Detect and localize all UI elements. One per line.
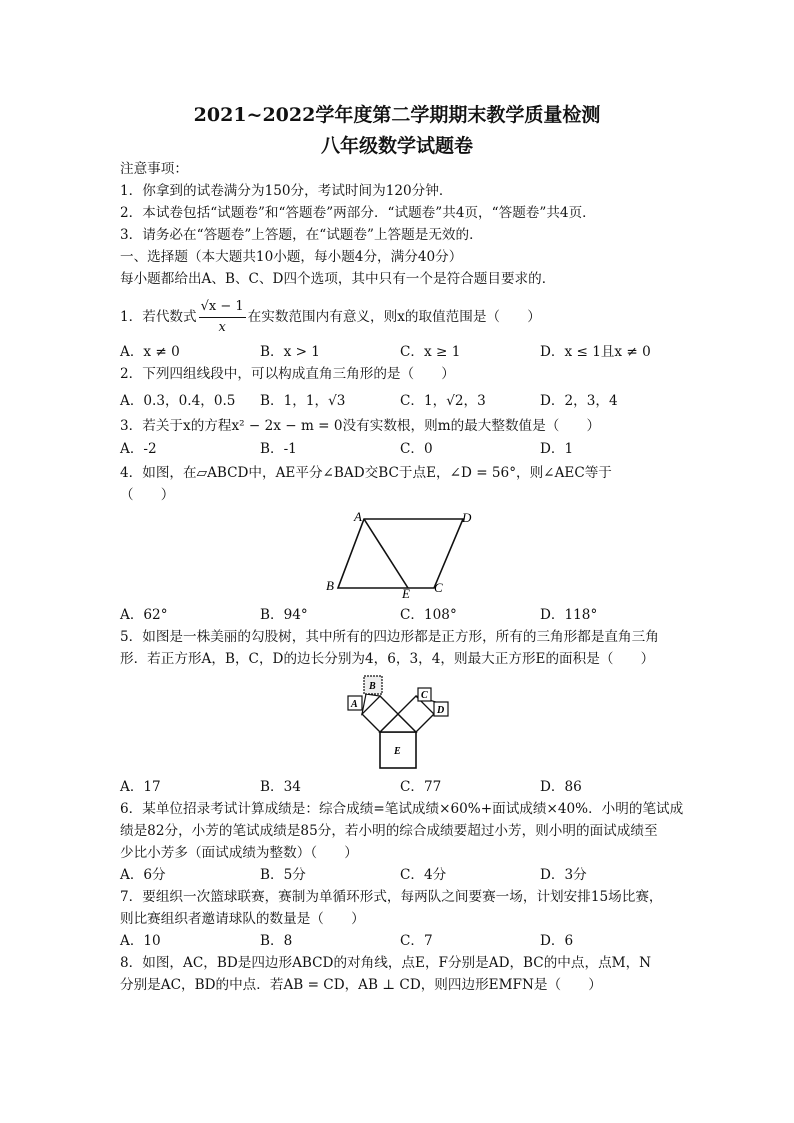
label-sq-d: D xyxy=(437,705,445,716)
label-b: B xyxy=(326,578,334,593)
question-4-cont: （ ） xyxy=(120,487,175,503)
label-sq-c: C xyxy=(421,690,428,701)
label-e: E xyxy=(402,586,410,600)
q1-post: 在实数范围内有意义，则x的取值范围是（ ） xyxy=(247,309,541,325)
q6-option-d[interactable]: D．3分 xyxy=(540,867,587,883)
q2-option-a[interactable]: A．0.3，0.4，0.5 xyxy=(120,393,236,409)
q1-pre: 1．若代数式 xyxy=(120,309,197,325)
q7-option-d[interactable]: D．6 xyxy=(540,933,574,949)
q1-option-d[interactable]: D．x ≤ 1且x ≠ 0 xyxy=(540,344,651,360)
q1-fraction xyxy=(199,297,246,338)
q1-option-c[interactable]: C．x ≥ 1 xyxy=(400,344,461,360)
notes-heading: 注意事项： xyxy=(120,161,188,177)
question-8-line: 8．如图，AC，BD是四边形ABCD的对角线，点E，F分别是AD，BC的中点，点M，N xyxy=(120,955,652,971)
label-c: C xyxy=(434,580,443,595)
q2-option-b[interactable]: B．1，1，√3 xyxy=(260,393,346,409)
q7-option-b[interactable]: B．8 xyxy=(260,933,293,949)
section-desc: 每小题都给出A、B、C、D四个选项，其中只有一个是符合题目要求的． xyxy=(120,271,556,287)
question-8-line: 分别是AC，BD的中点．若AB = CD，AB ⊥ CD，则四边形EMFN是（ ） xyxy=(120,977,602,993)
q4-option-d[interactable]: D．118° xyxy=(540,607,598,623)
label-sq-e: E xyxy=(394,746,401,757)
q2-option-d[interactable]: D．2，3，4 xyxy=(540,393,618,409)
label-sq-a: A xyxy=(351,699,358,710)
label-a: A xyxy=(354,509,362,524)
q1-option-b[interactable]: B．x > 1 xyxy=(260,344,320,360)
q1-option-a[interactable]: A．x ≠ 0 xyxy=(120,344,180,360)
question-3: 3．若关于x的方程x² − 2x − m = 0没有实数根，则m的最大整数值是（ ） xyxy=(120,418,601,434)
question-1 xyxy=(120,297,541,338)
q4-option-a[interactable]: A．62° xyxy=(120,607,168,623)
q4-option-c[interactable]: C．108° xyxy=(400,607,457,623)
question-6-line: 绩是82分，小芳的笔试成绩是85分，若小明的综合成绩要超过小芳，则小明的面试成绩至 xyxy=(120,823,658,839)
question-5: 5．如图是一株美丽的勾股树，其中所有的四边形都是正方形，所有的三角形都是直角三角 xyxy=(120,629,659,645)
section-title: 一、选择题（本大题共10小题，每小题4分，满分40分） xyxy=(120,249,463,265)
q1-fraction-num: √x − 1 xyxy=(199,297,246,318)
question-2: 2．下列四组线段中，可以构成直角三角形的是（ ） xyxy=(120,366,455,382)
q5-option-d[interactable]: D．86 xyxy=(540,779,582,795)
segment-ae xyxy=(364,519,408,588)
q5-option-c[interactable]: C．77 xyxy=(400,779,442,795)
exam-title: 2021~2022学年度第二学期期末教学质量检测 xyxy=(193,104,601,126)
question-6-line: 6．某单位招录考试计算成绩是：综合成绩=笔试成绩×60%+面试成绩×40%．小明的笔试成 xyxy=(120,801,684,817)
q7-option-c[interactable]: C．7 xyxy=(400,933,433,949)
q3-option-c[interactable]: C．0 xyxy=(400,441,433,457)
parallelogram-figure xyxy=(320,508,480,600)
note-item: 3．请务必在“答题卷”上答题，在“试题卷”上答题是无效的． xyxy=(120,227,483,243)
label-d: D xyxy=(462,510,472,525)
q5-option-b[interactable]: B．34 xyxy=(260,779,301,795)
q5-option-a[interactable]: A．17 xyxy=(120,779,161,795)
label-sq-b: B xyxy=(369,681,376,692)
question-6-line: 少比小芳多（面试成绩为整数）（ ） xyxy=(120,845,358,861)
question-5-cont: 形．若正方形A，B，C，D的边长分别为4，6，3，4，则最大正方形E的面积是（ ） xyxy=(120,651,655,667)
pythagoras-tree-figure xyxy=(340,672,456,772)
q6-option-a[interactable]: A．6分 xyxy=(120,867,166,883)
question-4: 4．如图，在▱ABCD中，AE平分∠BAD交BC于点E，∠D = 56°，则∠AEC等于 xyxy=(120,465,612,481)
q6-option-c[interactable]: C．4分 xyxy=(400,867,447,883)
note-item: 1．你拿到的试卷满分为150分，考试时间为120分钟． xyxy=(120,183,453,199)
q3-option-a[interactable]: A．-2 xyxy=(120,441,157,457)
question-7-line: 则比赛组织者邀请球队的数量是（ ） xyxy=(120,911,365,927)
q3-option-d[interactable]: D．1 xyxy=(540,441,574,457)
question-7-line: 7．要组织一次篮球联赛，赛制为单循环形式，每两队之间要赛一场，计划安排15场比赛， xyxy=(120,889,663,905)
exam-subtitle: 八年级数学试题卷 xyxy=(320,135,473,157)
note-item: 2．本试卷包括“试题卷”和“答题卷”两部分．“试题卷”共4页，“答题卷”共4页． xyxy=(120,205,596,221)
q2-option-c[interactable]: C．1，√2，3 xyxy=(400,393,486,409)
q3-option-b[interactable]: B．-1 xyxy=(260,441,297,457)
q1-fraction-den: x xyxy=(218,320,226,335)
q7-option-a[interactable]: A．10 xyxy=(120,933,161,949)
q6-option-b[interactable]: B．5分 xyxy=(260,867,306,883)
q4-option-b[interactable]: B．94° xyxy=(260,607,308,623)
